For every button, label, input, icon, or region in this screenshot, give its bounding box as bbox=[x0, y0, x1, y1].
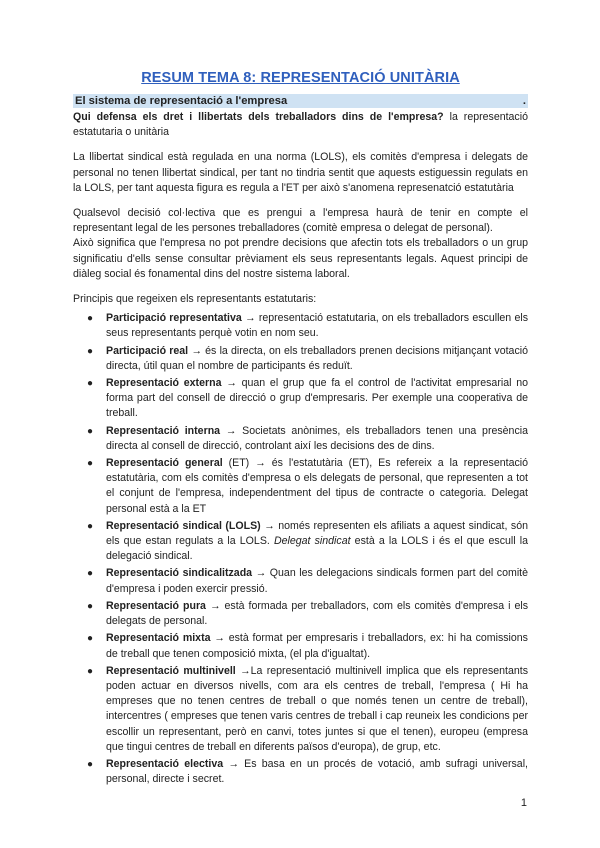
page-number: 1 bbox=[520, 797, 527, 809]
principle-text: → Quan les delegacions sindicals formen part del comitè d'empresa i poden exercir pressió. bbox=[106, 567, 529, 595]
principle-term: Representació externa bbox=[106, 377, 222, 390]
list-item bbox=[87, 599, 528, 629]
section-heading-dot: . bbox=[522, 95, 526, 107]
page-title: RESUM TEMA 8: REPRESENTACIÓ UNITÀRIA bbox=[141, 70, 460, 86]
principles-list bbox=[73, 311, 528, 787]
principle-term: Representació interna bbox=[106, 424, 221, 437]
bullet-icon: ● bbox=[87, 600, 94, 612]
list-item bbox=[87, 456, 528, 517]
principle-text: (ET) → és l'estatutària (ET), Es refereix a la representació estatutària, com els comitès d'empresa o els delegats de personal, que representen a tot el conjunt de l'empresa, independentment del tipus de contracte o categoria. Delegat personal està a la ET bbox=[106, 457, 528, 515]
principle-term: Representació pura bbox=[106, 599, 206, 612]
bullet-icon: ● bbox=[87, 633, 94, 645]
principles-intro: Principis que regeixen els representants estatutaris: bbox=[73, 293, 317, 306]
principle-text: → és la directa, on els treballadors prenen decisions mitjançant votació directa, útil quan el nombre de participants és reduït. bbox=[106, 344, 528, 372]
principle-text: → Societats anònimes, els treballadors tenen una presència directa al consell de direcció, controlant així les decisions des de dins. bbox=[106, 424, 528, 452]
bullet-icon: ● bbox=[87, 520, 94, 532]
principle-term: Representació mixta bbox=[106, 632, 211, 645]
list-item bbox=[87, 519, 528, 565]
principle-tail: està a la LOLS i és el que escull la delegació sindical. bbox=[106, 535, 528, 563]
principle-term: Participació real bbox=[106, 344, 189, 357]
paragraph-lols: La llibertat sindical està regulada en una norma (LOLS), els comitès d'empresa i delegats de personal no tenen llibertat sindical, per tant no tindria sentit que aquests estiguessin regulats en la LOLS, per tant aquesta figura es regula a l'ET per això s'anomena represenatció estatutària bbox=[73, 151, 528, 194]
list-item bbox=[87, 566, 529, 596]
question-answer: la representació estatutaria o unitària bbox=[73, 111, 528, 139]
principle-term: Representació electiva bbox=[106, 757, 224, 770]
principle-term: Representació general bbox=[106, 457, 223, 470]
list-item bbox=[87, 664, 528, 755]
list-item bbox=[87, 344, 528, 374]
list-item bbox=[87, 757, 528, 787]
principle-text: → Es basa en un procés de votació, amb sufragi universal, personal, directe i secret. bbox=[106, 757, 528, 786]
question-text: Qui defensa els dret i llibertats dels treballadors dins de l'empresa? bbox=[73, 111, 444, 123]
question-paragraph bbox=[73, 110, 528, 140]
paragraph-social-dialogue: Això significa que l'empresa no pot prendre decisions que afectin tots els treballadors o un grup significatiu d'ells sense consultar prèviament els seus representants legals. Aquest principi de diàleg social és fonamental dins del nostre sistema laboral. bbox=[73, 237, 528, 280]
bullet-icon: ● bbox=[87, 758, 94, 770]
list-item bbox=[87, 376, 529, 422]
principle-text: → està format per empresaris i treballadors, ex: hi ha comissions de treball que tenen composició mixta, (el pla d'igualtat). bbox=[106, 632, 528, 660]
bullet-icon: ● bbox=[87, 458, 94, 470]
bullet-icon: ● bbox=[87, 568, 94, 580]
principle-text: → representació estatutaria, on els treballadors escullen els seus representants perquè votin en nom seu. bbox=[106, 312, 528, 340]
principle-term: Representació sindical (LOLS) bbox=[106, 519, 261, 532]
principle-text: →La representació multinivell implica que els representants poden actuar en diversos nivells, com ara els centres de treball, l'empresa ( Hi ha empreses que no tenen centres de treball o que només tenen un centre de treball), intercentres ( empreses que tenen varis centres de treball i cap reuneix les condicions per escollir un representant, però en canvi, totes juntes si que el tenen), europeu (empresa que tingui centres de treball en diferents països d'europa), de grup, etc. bbox=[106, 664, 528, 753]
list-item bbox=[87, 311, 528, 341]
section-heading bbox=[73, 94, 528, 108]
principle-text: → quan el grup que fa el control de l'activitat empresarial no forma part del consell de direcció o grup d'empresaris. Per exemple una cooperativa de treball. bbox=[106, 377, 529, 420]
list-item bbox=[87, 424, 528, 454]
section-heading-text: El sistema de representació a l'empresa bbox=[75, 95, 288, 107]
bullet-icon: ● bbox=[87, 378, 94, 390]
bullet-icon: ● bbox=[87, 313, 94, 325]
paragraph-collective-decision: Qualsevol decisió col·lectiva que es prengui a l'empresa haurà de tenir en compte el representant legal de les persones treballadores (comitè empresa o delegat de personal). bbox=[73, 207, 528, 235]
principle-text: → només representen els afiliats a aquest sindicat, són els que estan regulats a la LOLS. bbox=[106, 519, 528, 548]
principle-text: → està formada per treballadors, com els comitès d'empresa i els delegats de personal. bbox=[106, 599, 528, 628]
bullet-icon: ● bbox=[87, 665, 94, 677]
list-item bbox=[87, 631, 528, 661]
principle-italic: Delegat sindicat bbox=[273, 535, 351, 548]
principle-term: Representació sindicalitzada bbox=[106, 567, 253, 580]
bullet-icon: ● bbox=[87, 425, 94, 437]
bullet-icon: ● bbox=[87, 345, 94, 357]
principle-term: Participació representativa bbox=[106, 312, 242, 325]
document-page bbox=[73, 70, 528, 789]
principle-term: Representació multinivell bbox=[106, 664, 236, 677]
